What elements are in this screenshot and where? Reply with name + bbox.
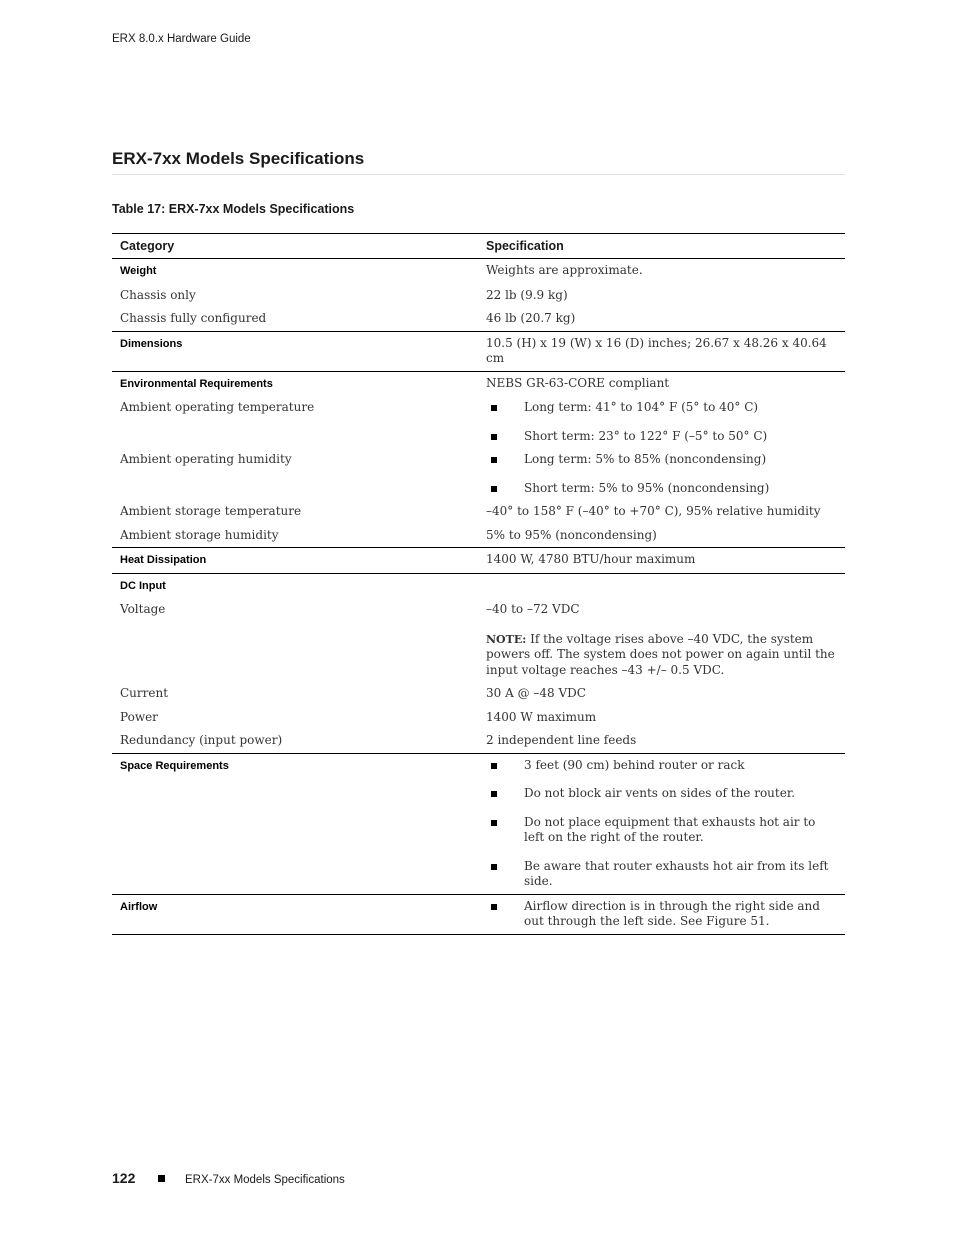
group-label-heat-dissipation: Heat Dissipation (120, 554, 207, 566)
spec-text: 46 lb (20.7 kg) (486, 311, 576, 325)
column-header-category: Category (120, 239, 175, 253)
spec-cell (479, 371, 845, 396)
group-label-dimensions: Dimensions (120, 337, 183, 350)
list-item (479, 400, 845, 416)
table-row (112, 524, 845, 548)
spec-cell (479, 284, 845, 308)
spec-cell (479, 500, 845, 524)
list-item-text: 3 feet (90 cm) behind router or rack (524, 757, 745, 772)
title-rule (112, 174, 845, 175)
spec-table-container (112, 233, 845, 935)
group-label-weight: Weight (120, 265, 157, 277)
list-item-text: Airflow direction is in through the right side and out through the left side. See Figure 51. (524, 898, 820, 928)
table-row (112, 729, 845, 753)
spec-text: 2 independent line feeds (486, 733, 637, 747)
spec-cell (479, 331, 845, 371)
bullet-square-icon (491, 763, 497, 769)
spec-text: –40° to 158° F (–40° to +70° C), 95% relative humidity (486, 504, 821, 518)
spec-cell (479, 524, 845, 548)
category-cell: Ambient operating humidity (120, 452, 292, 466)
bullet-square-icon (491, 904, 497, 910)
bullet-list (479, 400, 845, 444)
list-item-text: Long term: 41° to 104° F (5° to 40° C) (524, 400, 759, 414)
list-item-text: Long term: 5% to 85% (noncondensing) (524, 452, 767, 466)
list-item-text: Short term: 5% to 95% (noncondensing) (524, 480, 770, 495)
note-label: NOTE: (486, 632, 527, 646)
bullet-list (479, 452, 845, 496)
category-cell: Ambient storage humidity (120, 527, 279, 542)
group-label-dc-input: DC Input (120, 579, 166, 592)
spec-text: Weights are approximate. (486, 263, 643, 277)
table-row (112, 284, 845, 308)
table-row (112, 706, 845, 730)
list-item-text: Be aware that router exhausts hot air from its left side. (524, 858, 829, 888)
table-row (112, 894, 845, 934)
spec-text: 30 A @ –48 VDC (486, 686, 586, 700)
table-row (112, 371, 845, 396)
list-item (479, 481, 845, 497)
bullet-square-icon (491, 434, 497, 440)
spec-cell (479, 729, 845, 753)
spec-cell (479, 259, 845, 284)
list-item-text: Do not place equipment that exhausts hot air to left on the right of the router. (524, 814, 816, 844)
footer-section-title: ERX-7xx Models Specifications (185, 1174, 345, 1186)
list-item (479, 758, 839, 774)
bullet-list (479, 899, 839, 930)
category-cell: Current (120, 686, 169, 700)
spec-table (112, 233, 845, 935)
list-item (479, 859, 839, 890)
spec-cell (479, 753, 845, 894)
spec-cell (479, 307, 845, 331)
note-text: If the voltage rises above –40 VDC, the system powers off. The system does not power on again until the input voltage reaches –43 +/– 0.5 VDC. (486, 631, 835, 677)
bullet-square-icon (491, 486, 497, 492)
spec-text: 10.5 (H) x 19 (W) x 16 (D) inches; 26.67 x 48.26 x 40.64 cm (486, 335, 827, 365)
list-item (479, 899, 839, 930)
spec-cell (479, 598, 845, 682)
spec-cell (479, 448, 845, 500)
spec-cell (479, 573, 845, 598)
group-label-airflow: Airflow (120, 900, 158, 913)
bullet-list (479, 758, 839, 890)
group-label-space-requirements: Space Requirements (120, 759, 229, 772)
table-row (112, 448, 845, 500)
page-footer (112, 1170, 345, 1186)
list-item (479, 429, 845, 445)
spec-cell (479, 706, 845, 730)
table-row (112, 396, 845, 448)
spec-cell (479, 396, 845, 448)
category-cell: Chassis only (120, 287, 196, 302)
table-row (112, 753, 845, 894)
spec-text: 1400 W maximum (486, 709, 597, 724)
bullet-square-icon (491, 405, 497, 411)
spec-text: 1400 W, 4780 BTU/hour maximum (486, 552, 696, 566)
spec-text: –40 to –72 VDC (486, 602, 580, 616)
spec-text: NEBS GR-63-CORE compliant (486, 375, 670, 390)
running-header: ERX 8.0.x Hardware Guide (112, 33, 251, 45)
voltage-note (479, 632, 839, 679)
table-header-row (112, 234, 845, 259)
category-cell: Redundancy (input power) (120, 733, 283, 747)
category-cell: Chassis fully configured (120, 311, 267, 325)
list-item (479, 815, 839, 846)
table-row (112, 573, 845, 598)
bullet-square-icon (491, 864, 497, 870)
category-cell: Ambient operating temperature (120, 400, 315, 414)
category-cell: Voltage (120, 602, 166, 616)
table-row (112, 500, 845, 524)
spec-cell (479, 548, 845, 574)
group-label-environmental: Environmental Requirements (120, 377, 273, 390)
table-row (112, 307, 845, 331)
footer-square-icon (158, 1175, 165, 1182)
list-item-text: Short term: 23° to 122° F (–5° to 50° C) (524, 428, 768, 443)
table-row (112, 259, 845, 284)
spec-text: 5% to 95% (noncondensing) (486, 527, 657, 542)
table-caption: Table 17: ERX-7xx Models Specifications (112, 202, 355, 216)
bullet-square-icon (491, 457, 497, 463)
spec-text: 22 lb (9.9 kg) (486, 287, 568, 302)
table-row (112, 598, 845, 682)
list-item (479, 786, 839, 802)
spec-cell (479, 682, 845, 706)
category-cell: Power (120, 709, 158, 724)
list-item-text: Do not block air vents on sides of the router. (524, 786, 796, 800)
category-cell: Ambient storage temperature (120, 504, 302, 518)
table-row (112, 331, 845, 371)
spec-cell (479, 894, 845, 934)
table-row (112, 682, 845, 706)
section-title: ERX-7xx Models Specifications (112, 149, 365, 168)
column-header-specification: Specification (486, 239, 564, 253)
bullet-square-icon (491, 820, 497, 826)
bullet-square-icon (491, 791, 497, 797)
table-row (112, 548, 845, 574)
list-item (479, 452, 845, 468)
page-number: 122 (112, 1170, 136, 1186)
